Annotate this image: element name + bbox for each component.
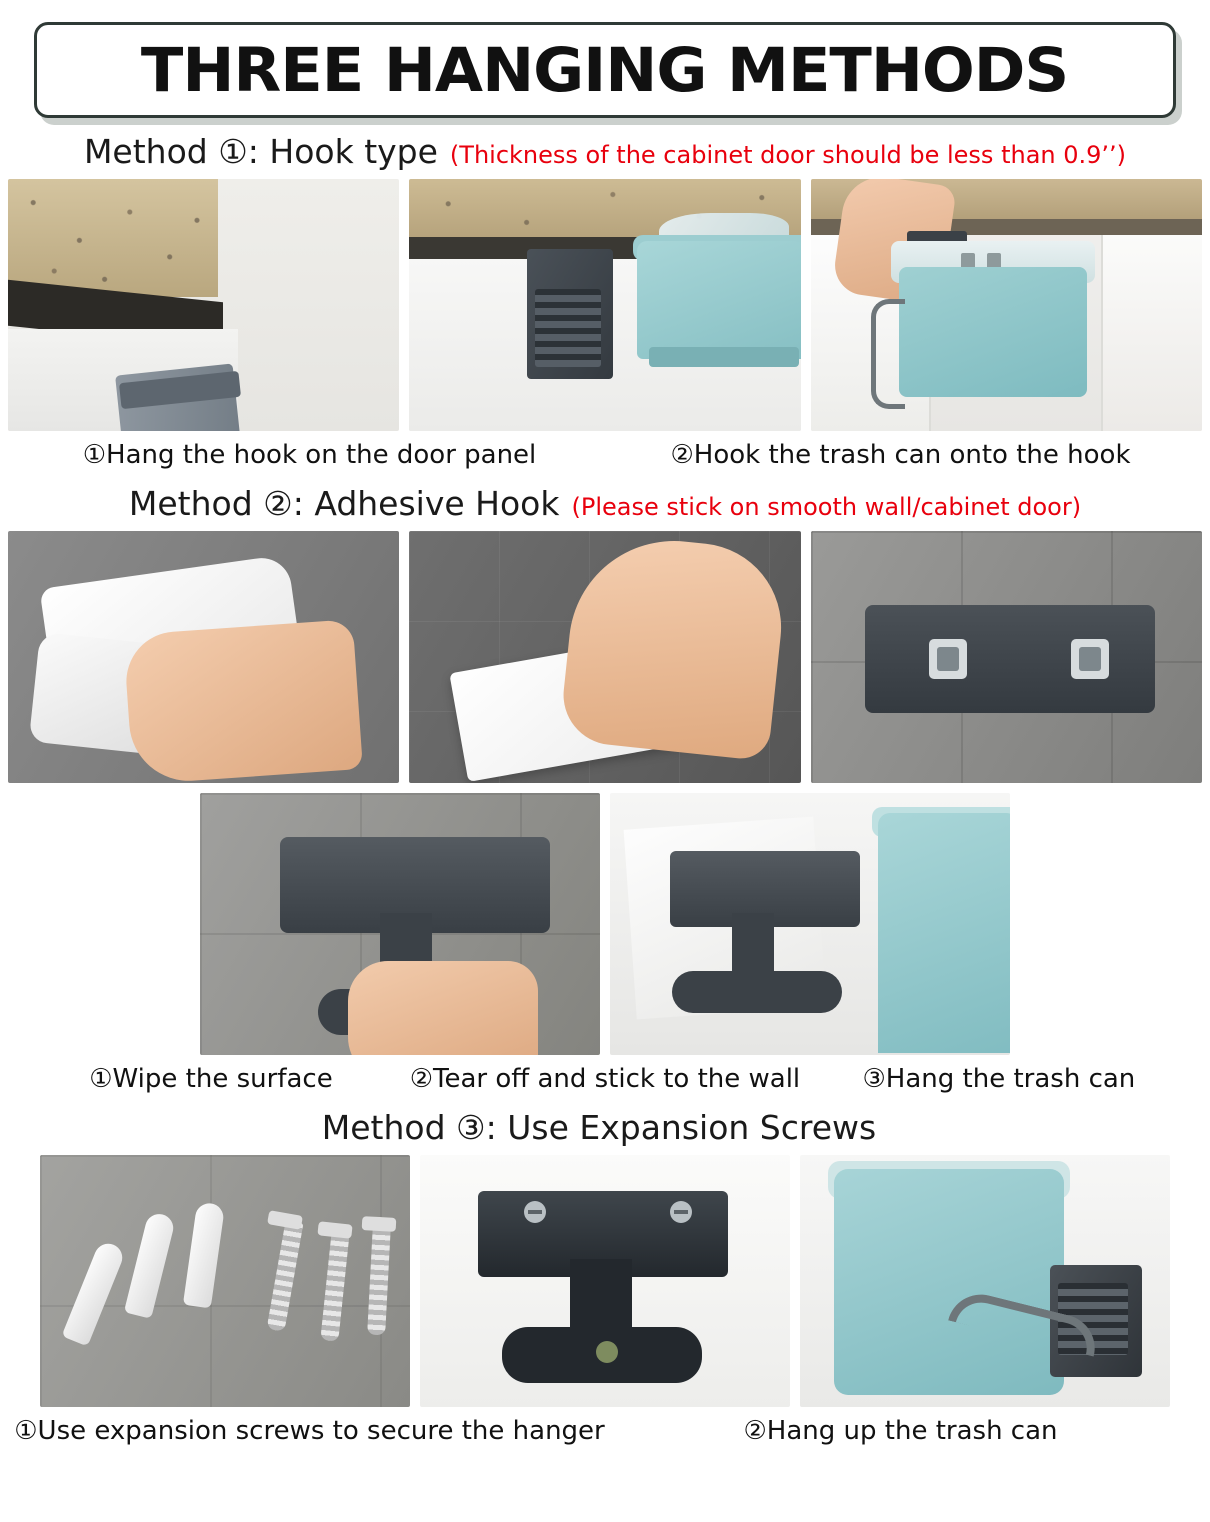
- caption-3-2: ②Hang up the trash can: [743, 1416, 1058, 1446]
- caption-2-3: ③Hang the trash can: [862, 1064, 1136, 1094]
- page-title-banner: [34, 22, 1176, 118]
- method-1-heading: [0, 132, 1210, 171]
- method-1-title: Method ①: Hook type: [83, 132, 438, 171]
- method-3-captions: [0, 1416, 1210, 1446]
- method-2-photo-row-top: [0, 531, 1210, 783]
- caption-2-1: ①Wipe the surface: [89, 1064, 333, 1094]
- adhesive-pad-left: [929, 639, 967, 679]
- method-2-heading: [0, 484, 1210, 523]
- method-2-photo-row-bottom: [0, 793, 1210, 1055]
- photo-bin-hung-on-bracket: [800, 1155, 1170, 1407]
- photo-bracket-installed-with-bin: [610, 793, 1010, 1055]
- adhesive-pad-right: [1071, 639, 1109, 679]
- page-title: THREE HANGING METHODS: [141, 34, 1069, 106]
- screw-right: [670, 1201, 692, 1223]
- photo-bracket-screwed-to-wall: [420, 1155, 790, 1407]
- method-3-title: Method ③: Use Expansion Screws: [321, 1108, 877, 1147]
- screw-bottom: [596, 1341, 618, 1363]
- photo-screws-and-anchors: [40, 1155, 410, 1407]
- photo-hook-mounted-with-bin: [409, 179, 800, 431]
- photo-peel-adhesive-liner: [409, 531, 800, 783]
- photo-adhesive-plate-on-wall: [811, 531, 1202, 783]
- photo-press-bracket-to-wall: [200, 793, 600, 1055]
- method-1-note: (Thickness of the cabinet door should be less than 0.9’’): [449, 141, 1127, 169]
- method-1-captions: [0, 440, 1210, 470]
- caption-1-1: ①Hang the hook on the door panel: [82, 440, 537, 470]
- method-3-photo-row: [0, 1155, 1210, 1407]
- photo-hook-on-door-hand: [8, 179, 399, 431]
- caption-3-1: ①Use expansion screws to secure the hanger: [14, 1416, 605, 1446]
- caption-2-2: ②Tear off and stick to the wall: [409, 1064, 801, 1094]
- method-2-captions: [0, 1064, 1210, 1094]
- photo-bin-hooked-in-cabinet: [811, 179, 1202, 431]
- photo-wipe-surface: [8, 531, 399, 783]
- method-2-note: (Please stick on smooth wall/cabinet door): [571, 493, 1082, 521]
- method-2-title: Method ②: Adhesive Hook: [128, 484, 560, 523]
- caption-1-2: ②Hook the trash can onto the hook: [670, 440, 1131, 470]
- screw-left: [524, 1201, 546, 1223]
- method-1-photo-row: [0, 179, 1210, 431]
- method-3-heading: [0, 1108, 1210, 1147]
